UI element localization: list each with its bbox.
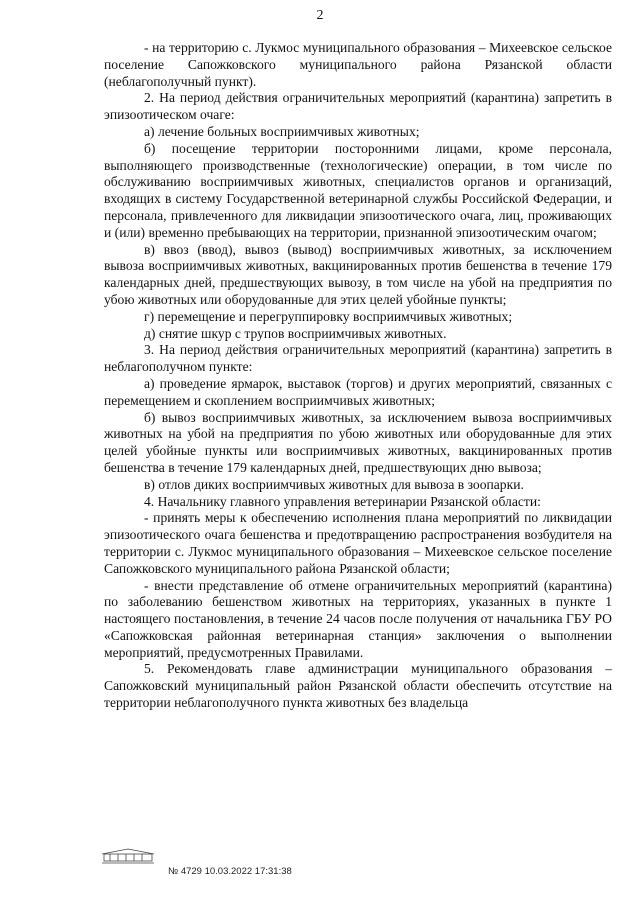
paragraph: в) отлов диких восприимчивых животных для вывоза в зоопарки.: [144, 476, 524, 492]
page-number: 2: [316, 8, 324, 23]
paragraph: г) перемещение и перегруппировку восприимчивых животных;: [144, 308, 513, 324]
paragraph: - внести представление об отмене ограничительных мероприятий (карантина) по заболеванию бешенством животных на территориях, указанных в пункте 1 настоящего постановления, в течение 24 часов после получения от начальника ГБУ РО «Сапожковская районная ветеринарная станция» заключения о выполнении мероприятий, предусмотренных Правилами.: [104, 577, 612, 660]
paragraph: б) посещение территории посторонними лицами, кроме персонала, выполняющего производственные (технологические) операции, в том числе по обслуживанию восприимчивых животных, специалистов органов и организаций, входящих в систему Государственной ветеринарной службы Российской Федерации, и персонала, привлеченного для ликвидации эпизоотического очага, лиц, проживающих и (или) временно пребывающих на территории, признанной эпизоотическим очагом;: [104, 140, 612, 240]
paragraph: - принять меры к обеспечению исполнения плана мероприятий по ликвидации эпизоотического очага бешенства и предотвращению распространения возбудителя на территории с. Лукмос муниципального образования – Михеевское сельское поселение Сапожковского муниципального района Рязанской области;: [104, 510, 612, 576]
paragraph: - на территорию с. Лукмос муниципального образования – Михеевское сельское поселение Сапожковского муниципального района Рязанской области (неблагополучный пункт).: [104, 40, 612, 89]
document-body: [104, 40, 612, 712]
paragraph: 2. На период действия ограничительных мероприятий (карантина) запретить в эпизоотическом очаге:: [104, 90, 612, 123]
paragraph: в) ввоз (ввод), вывоз (вывод) восприимчивых животных, за исключением вывоза восприимчивых животных, вакцинированных против бешенства в течение 179 календарных дней, предшествующих вывозу, в том числе на убой на предприятия по убою животных или оборудованные для этих целей убойные пункты;: [104, 241, 612, 307]
paragraph: 4. Начальнику главного управления ветеринарии Рязанской области:: [144, 493, 541, 509]
paragraph: б) вывоз восприимчивых животных, за исключением вывоза восприимчивых животных на убой на предприятия по убою животных или оборудованные для этих целей убойные пункты или восприимчивых животных, вакцинированных против бешенства в течение 179 календарных дней, предшествующих дню вывоза;: [104, 409, 612, 475]
paragraph: 3. На период действия ограничительных мероприятий (карантина) запретить в неблагополучном пункте:: [104, 342, 612, 375]
paragraph: д) снятие шкур с трупов восприимчивых животных.: [144, 325, 447, 341]
government-logo-icon: [100, 848, 156, 866]
paragraph: а) проведение ярмарок, выставок (торгов) и других мероприятий, связанных с перемещением и скоплением восприимчивых животных;: [104, 375, 612, 408]
paragraph: 5. Рекомендовать главе администрации муниципального образования – Сапожковский муниципальный район Рязанской области обеспечить отсутствие на территории неблагополучного пункта животных без владельца: [104, 661, 612, 711]
paragraph: а) лечение больных восприимчивых животных;: [144, 123, 420, 139]
registration-stamp: № 4729 10.03.2022 17:31:38: [168, 866, 292, 877]
